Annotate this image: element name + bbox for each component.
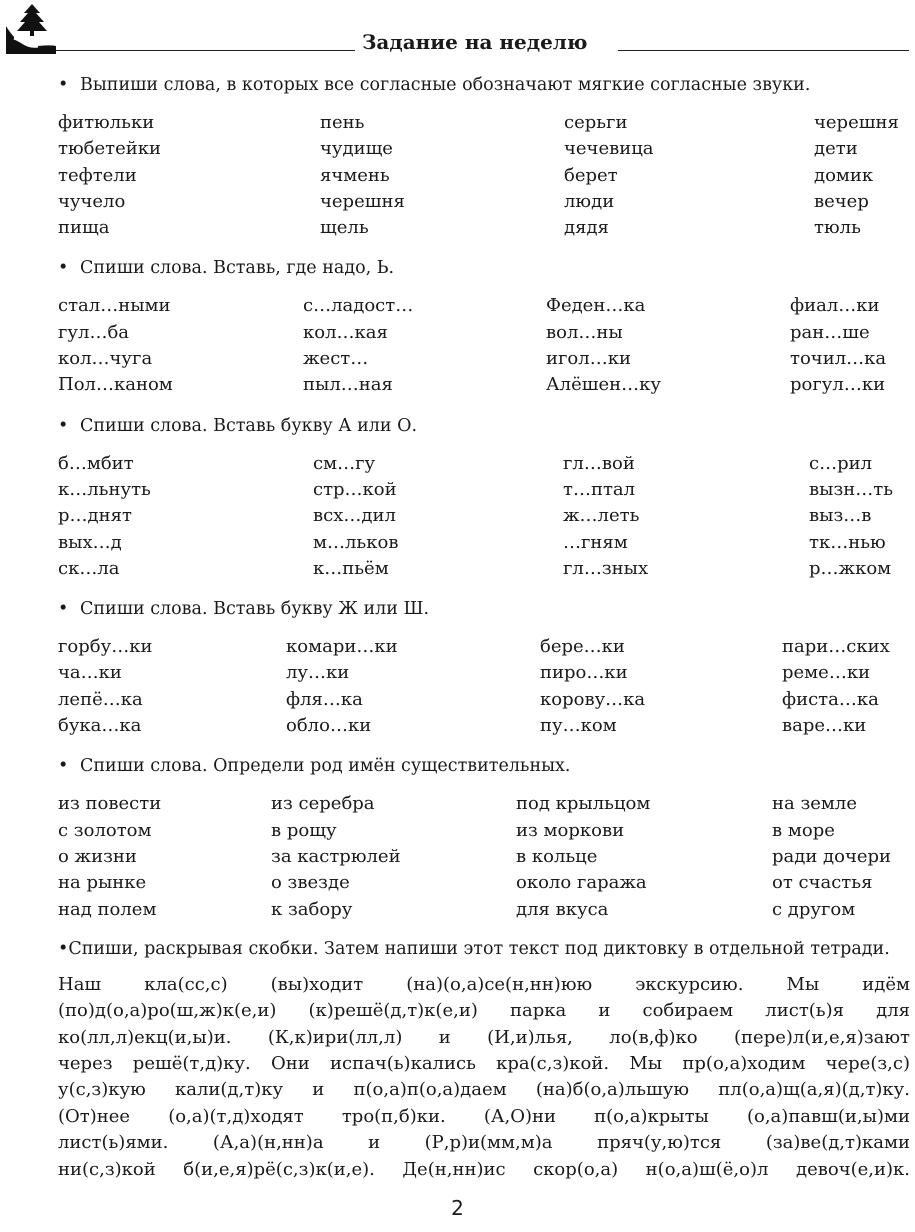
word-item: с…рил [809,452,873,474]
word-item: ран…ше [790,321,870,343]
word-item: дети [814,138,858,160]
task-heading [58,413,910,439]
word-item: фиста…ка [782,688,879,710]
word-item: для вкуса [516,898,609,920]
word-item: тюбетейки [58,138,161,160]
word-item: из моркови [516,819,625,841]
exercise-content [58,72,910,1183]
word-item: стал…ными [58,295,171,317]
word-item: жест… [303,348,369,370]
word-grid [58,110,910,241]
dictation-text [58,972,910,1183]
text-line: (по)д(о,а)ро(ш,ж)к(е,и) (к)решё(д,т)к(е,и) парка и собираем лист(ь)я для [58,1000,910,1022]
word-item: о жизни [58,845,137,867]
word-item: бука…ка [58,715,142,737]
word-item: комари…ки [286,636,398,658]
header-rule-left [56,50,355,51]
page-title: Задание на неделю [362,30,588,54]
text-line: Наш кла(сс,с) (вы)ходит (на)(о,а)се(н,нн)юю экскурсию. Мы идём [58,973,910,995]
word-item: горбу…ки [58,636,153,658]
word-item: домик [814,164,874,186]
task-heading [58,596,910,622]
task-text: Спиши слова. Вставь букву Ж или Ш. [80,599,430,620]
bullet: • [58,938,69,959]
text-line: через решё(т,д)ку. Они испач(ь)кались кра(с,з)кой. Мы пр(о,а)ходим чере(з,с) [58,1053,910,1075]
word-item: рогул…ки [790,374,886,396]
word-item: на земле [772,793,858,815]
page-header [0,0,915,70]
word-item: точил…ка [790,348,887,370]
word-item: пу…ком [540,715,617,737]
page-number: 2 [451,1196,464,1220]
word-item: из повести [58,793,162,815]
word-item: лу…ки [286,662,350,684]
word-item: кол…чуга [58,348,153,370]
word-item: тефтели [58,164,137,186]
word-item: см…гу [313,452,376,474]
word-grid [58,451,910,582]
word-item: ячмень [320,164,390,186]
word-item: к…пьём [313,557,389,579]
word-item: м…льков [313,531,399,553]
task-text: Спиши слова. Вставь букву А или О. [80,415,418,436]
text-line: (От)нее (о,а)(т,д)ходят тро(п,б)ки. (А,О)ни п(о,а)крыты (о,а)павш(и,ы)ми [58,1105,910,1127]
task-text: Спиши слова. Вставь, где надо, Ь. [80,258,395,279]
task-heading [58,753,910,779]
word-item: всх…дил [313,505,396,527]
word-item: с другом [772,898,856,920]
word-item: вечер [814,190,869,212]
task-heading [58,72,910,98]
word-item: кол…кая [303,321,388,343]
word-item: серьги [564,112,628,133]
word-item: корову…ка [540,688,646,710]
word-item: ж…леть [563,505,640,527]
word-item: гл…вой [563,452,635,474]
word-item: тюль [814,217,861,239]
bullet: • [58,756,69,777]
word-item: под крыльцом [516,793,651,815]
word-item: берет [564,164,618,186]
word-grid [58,791,910,922]
word-item: щель [320,217,369,239]
word-grid [58,293,910,398]
bullet: • [58,258,69,279]
word-item: с золотом [58,819,152,841]
bullet: • [58,599,69,620]
word-item: вол…ны [546,321,623,343]
word-item: на рынке [58,872,147,894]
word-item: о звезде [271,872,350,894]
text-line: у(с,з)кую кали(д,т)ку и п(о,а)п(о,а)даем (на)б(о,а)льшую пл(о,а)щ(а,я)(д,т)ку. [58,1079,910,1101]
word-item: фиал…ки [790,295,880,317]
word-item: Феден…ка [546,295,646,317]
word-item: фитюльки [58,112,155,133]
task-heading [58,937,910,962]
word-item: пень [320,112,365,133]
word-item: пыл…ная [303,374,393,396]
word-item: фля…ка [286,688,363,710]
word-item: ск…ла [58,557,120,579]
word-item: пари…ских [782,636,890,658]
task-text: Спиши, раскрывая скобки. Затем напиши этот текст под диктовку в отдельной тетради. [68,938,890,959]
word-item: обло…ки [286,715,372,737]
word-item: из серебра [271,793,375,815]
bullet: • [58,415,69,436]
word-item: к…льнуть [58,478,151,500]
word-item: черешня [320,190,405,212]
word-item: т…птал [563,478,636,500]
word-item: вых…д [58,531,122,553]
header-rule-right [618,50,909,51]
word-item: люди [564,190,615,212]
word-item: ради дочери [772,845,892,867]
word-item: чучело [58,190,126,212]
word-item: пища [58,217,110,239]
word-item: с…ладост… [303,295,414,317]
word-item: в рощу [271,819,337,841]
word-item: вызн…ть [809,478,894,500]
word-item: к забору [271,898,353,920]
word-item: тк…нью [809,531,886,553]
word-item: гл…зных [563,557,649,579]
word-item: чечевица [564,138,654,160]
word-item: р…жком [809,557,892,579]
text-line: ни(с,з)кой б(и,е,я)рё(с,з)к(и,е). Де(н,нн)ис скор(о,а) н(о,а)ш(ё,о)л девоч(е,и)к. [58,1158,910,1180]
word-item: дядя [564,217,609,239]
word-item: чудище [320,138,393,160]
word-item: …гням [563,531,628,553]
word-item: гул…ба [58,321,130,343]
word-item: за кастрюлей [271,845,401,867]
word-item: реме…ки [782,662,871,684]
word-item: в море [772,819,835,841]
fir-tree-logo-icon [4,4,56,54]
word-item: стр…кой [313,478,397,500]
word-item: р…днят [58,505,132,527]
task-heading [58,255,910,281]
word-item: бере…ки [540,636,625,658]
task-text: Выпиши слова, в которых все согласные обозначают мягкие согласные звуки. [80,75,811,95]
word-item: выз…в [809,505,872,527]
word-item: около гаража [516,872,647,894]
word-grid [58,634,910,739]
task-text: Спиши слова. Определи род имён существительных. [80,756,571,777]
word-item: лепё…ка [58,688,143,710]
word-item: черешня [814,112,899,133]
word-item: пиро…ки [540,662,628,684]
word-item: Пол…каном [58,374,173,396]
bullet: • [58,75,69,95]
text-line: ко(лл,л)екц(и,ы)и. (К,к)ири(лл,л) и (И,и)лья, ло(в,ф)ко (пере)л(и,е,я)зают [58,1026,910,1048]
word-item: варе…ки [782,715,867,737]
word-item: ча…ки [58,662,122,684]
word-item: б…мбит [58,452,134,474]
word-item: в кольце [516,845,598,867]
word-item: Алёшен…ку [546,374,661,396]
text-line: лист(ь)ями. (А,а)(н,нн)а и (Р,р)и(мм,м)а пряч(у,ю)тся (за)ве(д,т)ками [58,1132,910,1154]
word-item: над полем [58,898,157,920]
word-item: игол…ки [546,348,631,370]
word-item: от счастья [772,872,873,894]
